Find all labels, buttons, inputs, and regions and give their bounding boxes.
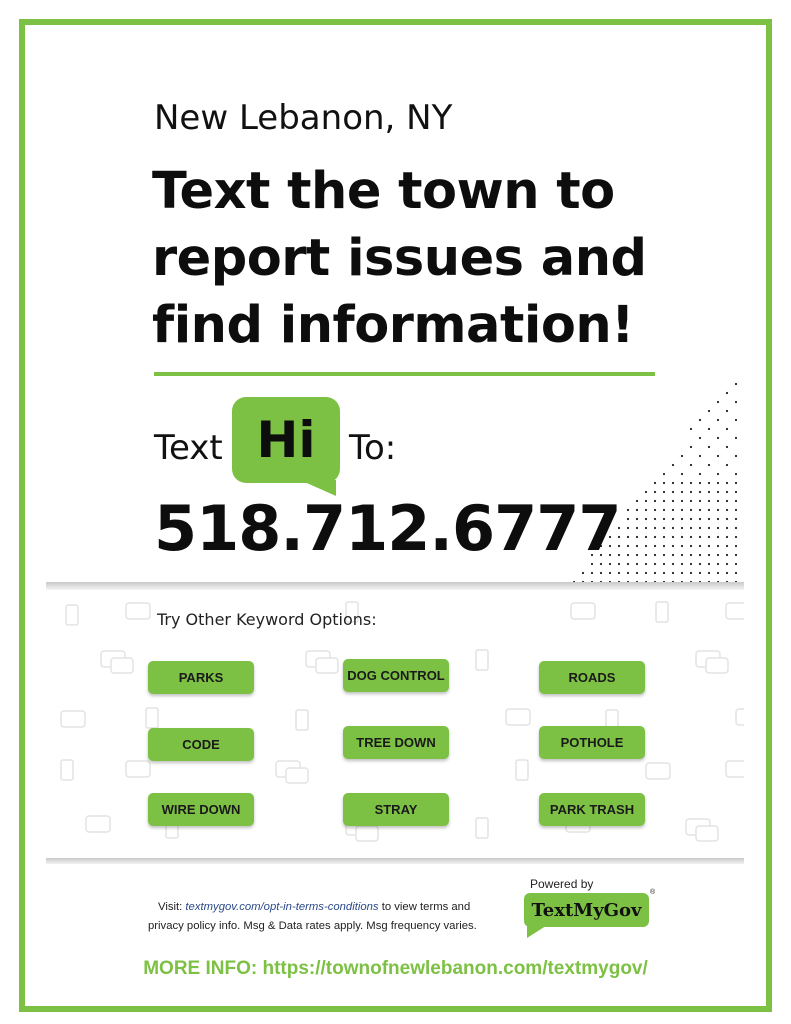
dot — [717, 473, 719, 475]
speech-bubble-icon — [571, 603, 595, 619]
speech-bubble-icon — [61, 711, 85, 727]
dot — [708, 428, 710, 430]
dot — [663, 473, 665, 475]
dot — [645, 527, 647, 529]
dot — [663, 545, 665, 547]
dot — [636, 536, 638, 538]
dot — [735, 383, 737, 385]
dot — [708, 554, 710, 556]
dot — [582, 572, 584, 574]
dot — [627, 527, 629, 529]
dot — [735, 572, 737, 574]
dot — [645, 563, 647, 565]
speech-bubble-icon — [126, 603, 150, 619]
dot — [645, 554, 647, 556]
band-shadow-top — [46, 582, 744, 590]
dot — [717, 518, 719, 520]
dot — [654, 500, 656, 502]
dot — [708, 572, 710, 574]
dot — [663, 491, 665, 493]
dot — [645, 518, 647, 520]
dot — [672, 509, 674, 511]
dot — [654, 509, 656, 511]
keyword-button-stray[interactable]: STRAY — [343, 793, 449, 826]
dot — [672, 500, 674, 502]
dot — [708, 518, 710, 520]
dot — [627, 572, 629, 574]
dot — [708, 500, 710, 502]
dot — [726, 491, 728, 493]
dot — [636, 554, 638, 556]
dot — [708, 563, 710, 565]
dot — [735, 536, 737, 538]
dot — [726, 392, 728, 394]
dot — [726, 545, 728, 547]
text-label: Text — [154, 428, 223, 468]
terms-suffix: to view terms and — [381, 901, 471, 913]
dot — [645, 572, 647, 574]
phone-icon — [146, 708, 158, 728]
dot — [726, 527, 728, 529]
headline-line-1: Text the town to — [152, 162, 615, 221]
dot — [627, 518, 629, 520]
phone-icon — [476, 650, 488, 670]
phone-number[interactable]: 518.712.6777 — [154, 492, 621, 565]
phone-icon — [516, 760, 528, 780]
dot — [681, 509, 683, 511]
dot — [654, 536, 656, 538]
dot — [672, 518, 674, 520]
dot — [735, 500, 737, 502]
dot — [726, 428, 728, 430]
dot — [627, 554, 629, 556]
dot — [735, 482, 737, 484]
dot — [681, 527, 683, 529]
dot — [726, 446, 728, 448]
dot — [690, 446, 692, 448]
dot — [735, 473, 737, 475]
dot — [672, 527, 674, 529]
dot — [690, 428, 692, 430]
dot — [699, 419, 701, 421]
dot — [735, 518, 737, 520]
dot — [681, 554, 683, 556]
dot — [717, 482, 719, 484]
dot — [726, 536, 728, 538]
dot — [645, 500, 647, 502]
dot — [735, 545, 737, 547]
dot — [636, 572, 638, 574]
dot — [708, 527, 710, 529]
dot — [645, 509, 647, 511]
dot — [681, 545, 683, 547]
phone-icon — [296, 710, 308, 730]
dot — [708, 482, 710, 484]
dot — [681, 473, 683, 475]
dot — [672, 554, 674, 556]
keyword-button-code[interactable]: CODE — [148, 728, 254, 761]
dot — [681, 518, 683, 520]
dot — [717, 545, 719, 547]
dot — [708, 410, 710, 412]
speech-bubble-icon — [726, 761, 744, 777]
dot — [717, 419, 719, 421]
dot — [636, 545, 638, 547]
logo-tail-icon — [527, 924, 549, 938]
dot — [636, 563, 638, 565]
dot — [717, 563, 719, 565]
dot — [690, 518, 692, 520]
phone-icon — [476, 818, 488, 838]
keyword-button-parks[interactable]: PARKS — [148, 661, 254, 694]
to-label: To: — [349, 428, 397, 468]
dot — [708, 509, 710, 511]
dot — [672, 491, 674, 493]
dot — [690, 536, 692, 538]
dot — [708, 536, 710, 538]
dot — [663, 500, 665, 502]
dot — [708, 545, 710, 547]
dot — [726, 482, 728, 484]
dot — [600, 572, 602, 574]
dot — [663, 554, 665, 556]
dot — [690, 491, 692, 493]
dot — [699, 473, 701, 475]
dot — [627, 509, 629, 511]
chat-bubbles-icon — [736, 709, 744, 731]
dot — [654, 518, 656, 520]
dot — [690, 500, 692, 502]
speech-bubble-icon — [126, 761, 150, 777]
dot — [663, 572, 665, 574]
dot — [645, 545, 647, 547]
dot — [699, 563, 701, 565]
locality-label: New Lebanon, NY — [154, 98, 453, 138]
keyword-button-park-trash[interactable]: PARK TRASH — [539, 793, 645, 826]
dot — [699, 509, 701, 511]
dot — [663, 509, 665, 511]
dot — [717, 500, 719, 502]
headline — [152, 158, 672, 359]
dot — [690, 563, 692, 565]
dot — [717, 536, 719, 538]
dot — [681, 563, 683, 565]
textmygov-logo: TextMyGov — [524, 893, 649, 927]
dot — [690, 482, 692, 484]
dot — [699, 536, 701, 538]
dot — [735, 401, 737, 403]
dot — [726, 518, 728, 520]
dot — [699, 491, 701, 493]
dot — [717, 491, 719, 493]
dot — [663, 518, 665, 520]
phone-icon — [656, 602, 668, 622]
dot — [672, 572, 674, 574]
terms-link[interactable]: textmygov.com/opt-in-terms-conditions — [185, 901, 379, 913]
dot — [672, 545, 674, 547]
dot — [672, 482, 674, 484]
band-shadow-bottom — [46, 858, 744, 864]
dot — [636, 509, 638, 511]
dot — [690, 509, 692, 511]
dot — [654, 563, 656, 565]
terms-line-1 — [148, 898, 498, 917]
dot — [699, 554, 701, 556]
dot — [699, 437, 701, 439]
dot — [717, 554, 719, 556]
dot — [654, 554, 656, 556]
dot — [699, 500, 701, 502]
dot — [717, 527, 719, 529]
dot — [708, 464, 710, 466]
dot — [735, 455, 737, 457]
dot — [735, 509, 737, 511]
dot — [726, 464, 728, 466]
registered-mark: ® — [650, 889, 656, 896]
dot — [654, 491, 656, 493]
dot — [681, 482, 683, 484]
dot — [681, 491, 683, 493]
chat-bubbles-icon — [101, 651, 133, 673]
dot — [681, 455, 683, 457]
visit-label: Visit: — [158, 901, 183, 913]
keyword-button-wire-down[interactable]: WIRE DOWN — [148, 793, 254, 826]
more-info-link[interactable]: MORE INFO: https://townofnewlebanon.com/textmygov/ — [143, 958, 648, 979]
dot — [708, 446, 710, 448]
dot — [609, 572, 611, 574]
dot — [654, 482, 656, 484]
dot — [717, 401, 719, 403]
dot — [690, 554, 692, 556]
speech-bubble-icon — [646, 763, 670, 779]
dot — [654, 572, 656, 574]
chat-bubbles-icon — [306, 651, 338, 673]
dot — [690, 464, 692, 466]
powered-by-label: Powered by — [530, 877, 594, 891]
dot — [672, 563, 674, 565]
dot — [699, 455, 701, 457]
keyword-heading: Try Other Keyword Options: — [157, 610, 377, 629]
dot — [591, 572, 593, 574]
dot — [708, 491, 710, 493]
dot — [672, 536, 674, 538]
dot — [735, 563, 737, 565]
terms-text — [148, 898, 498, 936]
chat-bubbles-icon — [276, 761, 308, 783]
keyword-button-dog-control[interactable]: DOG CONTROL — [343, 659, 449, 692]
chat-bubbles-icon — [696, 651, 728, 673]
dot — [645, 536, 647, 538]
dot — [627, 545, 629, 547]
dot — [717, 455, 719, 457]
dot — [726, 554, 728, 556]
dot — [627, 563, 629, 565]
dot — [636, 527, 638, 529]
dot — [645, 491, 647, 493]
keyword-bubble — [232, 397, 340, 483]
dot — [627, 536, 629, 538]
keyword-button-tree-down[interactable]: TREE DOWN — [343, 726, 449, 759]
speech-bubble-icon — [86, 816, 110, 832]
dot — [699, 518, 701, 520]
dot — [654, 527, 656, 529]
phone-icon — [61, 760, 73, 780]
dot — [636, 500, 638, 502]
dot — [726, 500, 728, 502]
dot — [663, 536, 665, 538]
headline-line-2: report issues and — [152, 229, 647, 288]
chat-bubbles-icon — [686, 819, 718, 841]
dot — [690, 545, 692, 547]
dot — [726, 563, 728, 565]
dot — [717, 509, 719, 511]
dot — [618, 572, 620, 574]
dot — [654, 545, 656, 547]
dot — [726, 410, 728, 412]
dot — [681, 572, 683, 574]
dot — [681, 500, 683, 502]
dot — [690, 572, 692, 574]
speech-bubble-icon — [506, 709, 530, 725]
dot — [699, 572, 701, 574]
dot — [699, 482, 701, 484]
headline-line-3: find information! — [152, 296, 634, 355]
dot — [636, 518, 638, 520]
speech-bubble-icon — [726, 603, 744, 619]
dot — [717, 572, 719, 574]
keyword-hi: Hi — [256, 411, 316, 469]
dot — [717, 437, 719, 439]
dot — [663, 527, 665, 529]
dot — [735, 527, 737, 529]
terms-line-2: privacy policy info. Msg & Data rates apply. Msg frequency varies. — [148, 920, 477, 932]
dot — [681, 536, 683, 538]
dot — [726, 509, 728, 511]
dot — [699, 527, 701, 529]
dot — [672, 464, 674, 466]
dot — [726, 572, 728, 574]
dot — [735, 554, 737, 556]
dot — [735, 419, 737, 421]
keyword-button-pothole[interactable]: POTHOLE — [539, 726, 645, 759]
dot — [699, 545, 701, 547]
keyword-button-roads[interactable]: ROADS — [539, 661, 645, 694]
dot — [663, 482, 665, 484]
phone-icon — [66, 605, 78, 625]
dot — [735, 437, 737, 439]
dot — [690, 527, 692, 529]
dot — [735, 491, 737, 493]
dot — [663, 563, 665, 565]
